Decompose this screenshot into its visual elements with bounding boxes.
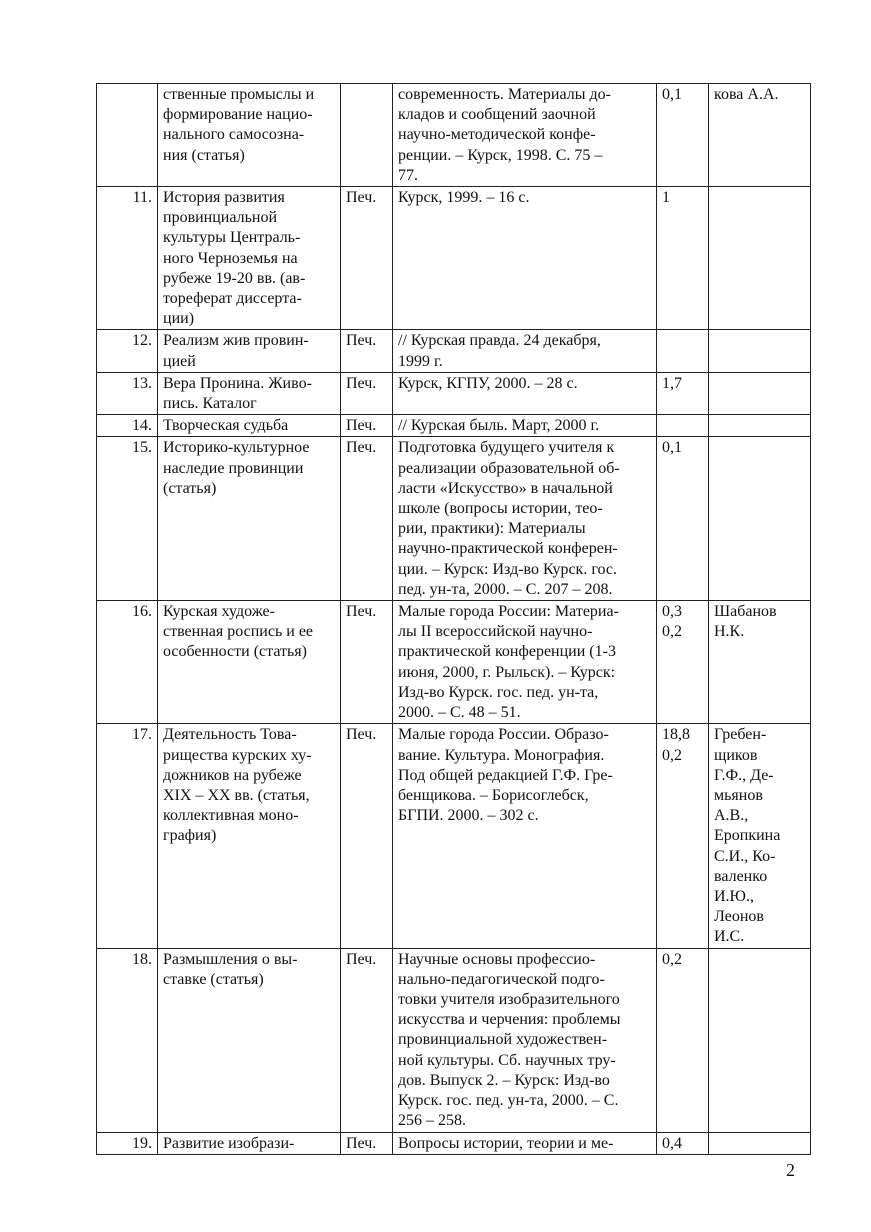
table-row xyxy=(97,187,811,330)
row-number xyxy=(97,84,158,187)
table-row xyxy=(97,437,811,601)
publication-source: современность. Материалы до- кладов и сообщений заочной научно-методической конфе- ренции. – Курск, 1998. С. 75 – 77. xyxy=(393,84,657,187)
publication-form: Печ. xyxy=(341,437,393,601)
publication-form: Печ. xyxy=(341,724,393,948)
publication-form: Печ. xyxy=(341,415,393,437)
work-title: Курская художе- ственная роспись и ее особенности (статья) xyxy=(158,601,341,724)
work-title: Деятельность Това- рищества курских ху- дожников на рубеже XIX – XX вв. (статья, коллективная моно- графия) xyxy=(158,724,341,948)
publication-source: Курск, 1999. – 16 с. xyxy=(393,187,657,330)
publication-source: // Курская быль. Март, 2000 г. xyxy=(393,415,657,437)
work-title: Развитие изобрази- xyxy=(158,1132,341,1154)
table-row xyxy=(97,601,811,724)
publication-source: Малые города России. Образо- вание. Культура. Монография. Под общей редакцией Г.Ф. Гре- бенщикова. – Борисоглебск, БГПИ. 2000. – 302 с. xyxy=(393,724,657,948)
table-row xyxy=(97,724,811,948)
publication-form xyxy=(341,84,393,187)
coauthors xyxy=(709,437,811,601)
coauthors xyxy=(709,948,811,1132)
volume: 0,4 xyxy=(657,1132,709,1154)
row-number: 11. xyxy=(97,187,158,330)
row-number: 13. xyxy=(97,372,158,414)
publication-source: Научные основы профессио- нально-педагогической подго- товки учителя изобразительного искусства и черчения: проблемы провинциальной художествен- ной культуры. Сб. научных тру- дов. Выпуск 2. – Курск: Изд-во Курск. гос. пед. ун-та, 2000. – С. 256 – 258. xyxy=(393,948,657,1132)
publication-form: Печ. xyxy=(341,187,393,330)
publication-source: Курск, КГПУ, 2000. – 28 с. xyxy=(393,372,657,414)
row-number: 15. xyxy=(97,437,158,601)
coauthors xyxy=(709,330,811,372)
publication-form: Печ. xyxy=(341,372,393,414)
coauthors xyxy=(709,1132,811,1154)
publications-table xyxy=(96,83,811,1155)
row-number: 12. xyxy=(97,330,158,372)
work-title: Вера Пронина. Живо- пись. Каталог xyxy=(158,372,341,414)
table-row xyxy=(97,330,811,372)
publication-form: Печ. xyxy=(341,601,393,724)
table-row xyxy=(97,84,811,187)
volume: 1,7 xyxy=(657,372,709,414)
volume: 0,2 xyxy=(657,948,709,1132)
row-number: 14. xyxy=(97,415,158,437)
row-number: 17. xyxy=(97,724,158,948)
table-row xyxy=(97,1132,811,1154)
volume: 1 xyxy=(657,187,709,330)
publication-source: Подготовка будущего учителя к реализации образовательной об- ласти «Искусство» в начальной школе (вопросы истории, тео- рии, практики): Материалы научно-практической конферен- ции. – Курск: Изд-во Курск. гос. пед. ун-та, 2000. – С. 207 – 208. xyxy=(393,437,657,601)
coauthors xyxy=(709,372,811,414)
publication-form: Печ. xyxy=(341,948,393,1132)
publication-source: Малые города России: Материа- лы II всероссийской научно- практической конференции (1-3 июня, 2000, г. Рыльск). – Курск: Изд-во Курск. гос. пед. ун-та, 2000. – С. 48 – 51. xyxy=(393,601,657,724)
publication-form: Печ. xyxy=(341,330,393,372)
publication-source: // Курская правда. 24 декабря, 1999 г. xyxy=(393,330,657,372)
volume xyxy=(657,415,709,437)
publication-form: Печ. xyxy=(341,1132,393,1154)
page-number: 2 xyxy=(786,1160,795,1180)
work-title: Творческая судьба xyxy=(158,415,341,437)
work-title: ственные промыслы и формирование нацио- нального самосозна- ния (статья) xyxy=(158,84,341,187)
coauthors xyxy=(709,187,811,330)
volume: 18,8 0,2 xyxy=(657,724,709,948)
work-title: Реализм жив провин- цией xyxy=(158,330,341,372)
volume: 0,3 0,2 xyxy=(657,601,709,724)
coauthors xyxy=(709,415,811,437)
work-title: История развития провинциальной культуры Централь- ного Черноземья на рубеже 19-20 вв. (ав- тореферат диссерта- ции) xyxy=(158,187,341,330)
row-number: 16. xyxy=(97,601,158,724)
work-title: Размышления о вы- ставке (статья) xyxy=(158,948,341,1132)
volume: 0,1 xyxy=(657,84,709,187)
table-row xyxy=(97,948,811,1132)
row-number: 19. xyxy=(97,1132,158,1154)
volume xyxy=(657,330,709,372)
publication-source: Вопросы истории, теории и ме- xyxy=(393,1132,657,1154)
volume: 0,1 xyxy=(657,437,709,601)
coauthors: Шабанов Н.К. xyxy=(709,601,811,724)
table-row xyxy=(97,415,811,437)
coauthors: Гребен- щиков Г.Ф., Де- мьянов А.В., Еропкина С.И., Ко- валенко И.Ю., Леонов И.С. xyxy=(709,724,811,948)
row-number: 18. xyxy=(97,948,158,1132)
work-title: Историко-культурное наследие провинции (статья) xyxy=(158,437,341,601)
coauthors: кова А.А. xyxy=(709,84,811,187)
table-row xyxy=(97,372,811,414)
